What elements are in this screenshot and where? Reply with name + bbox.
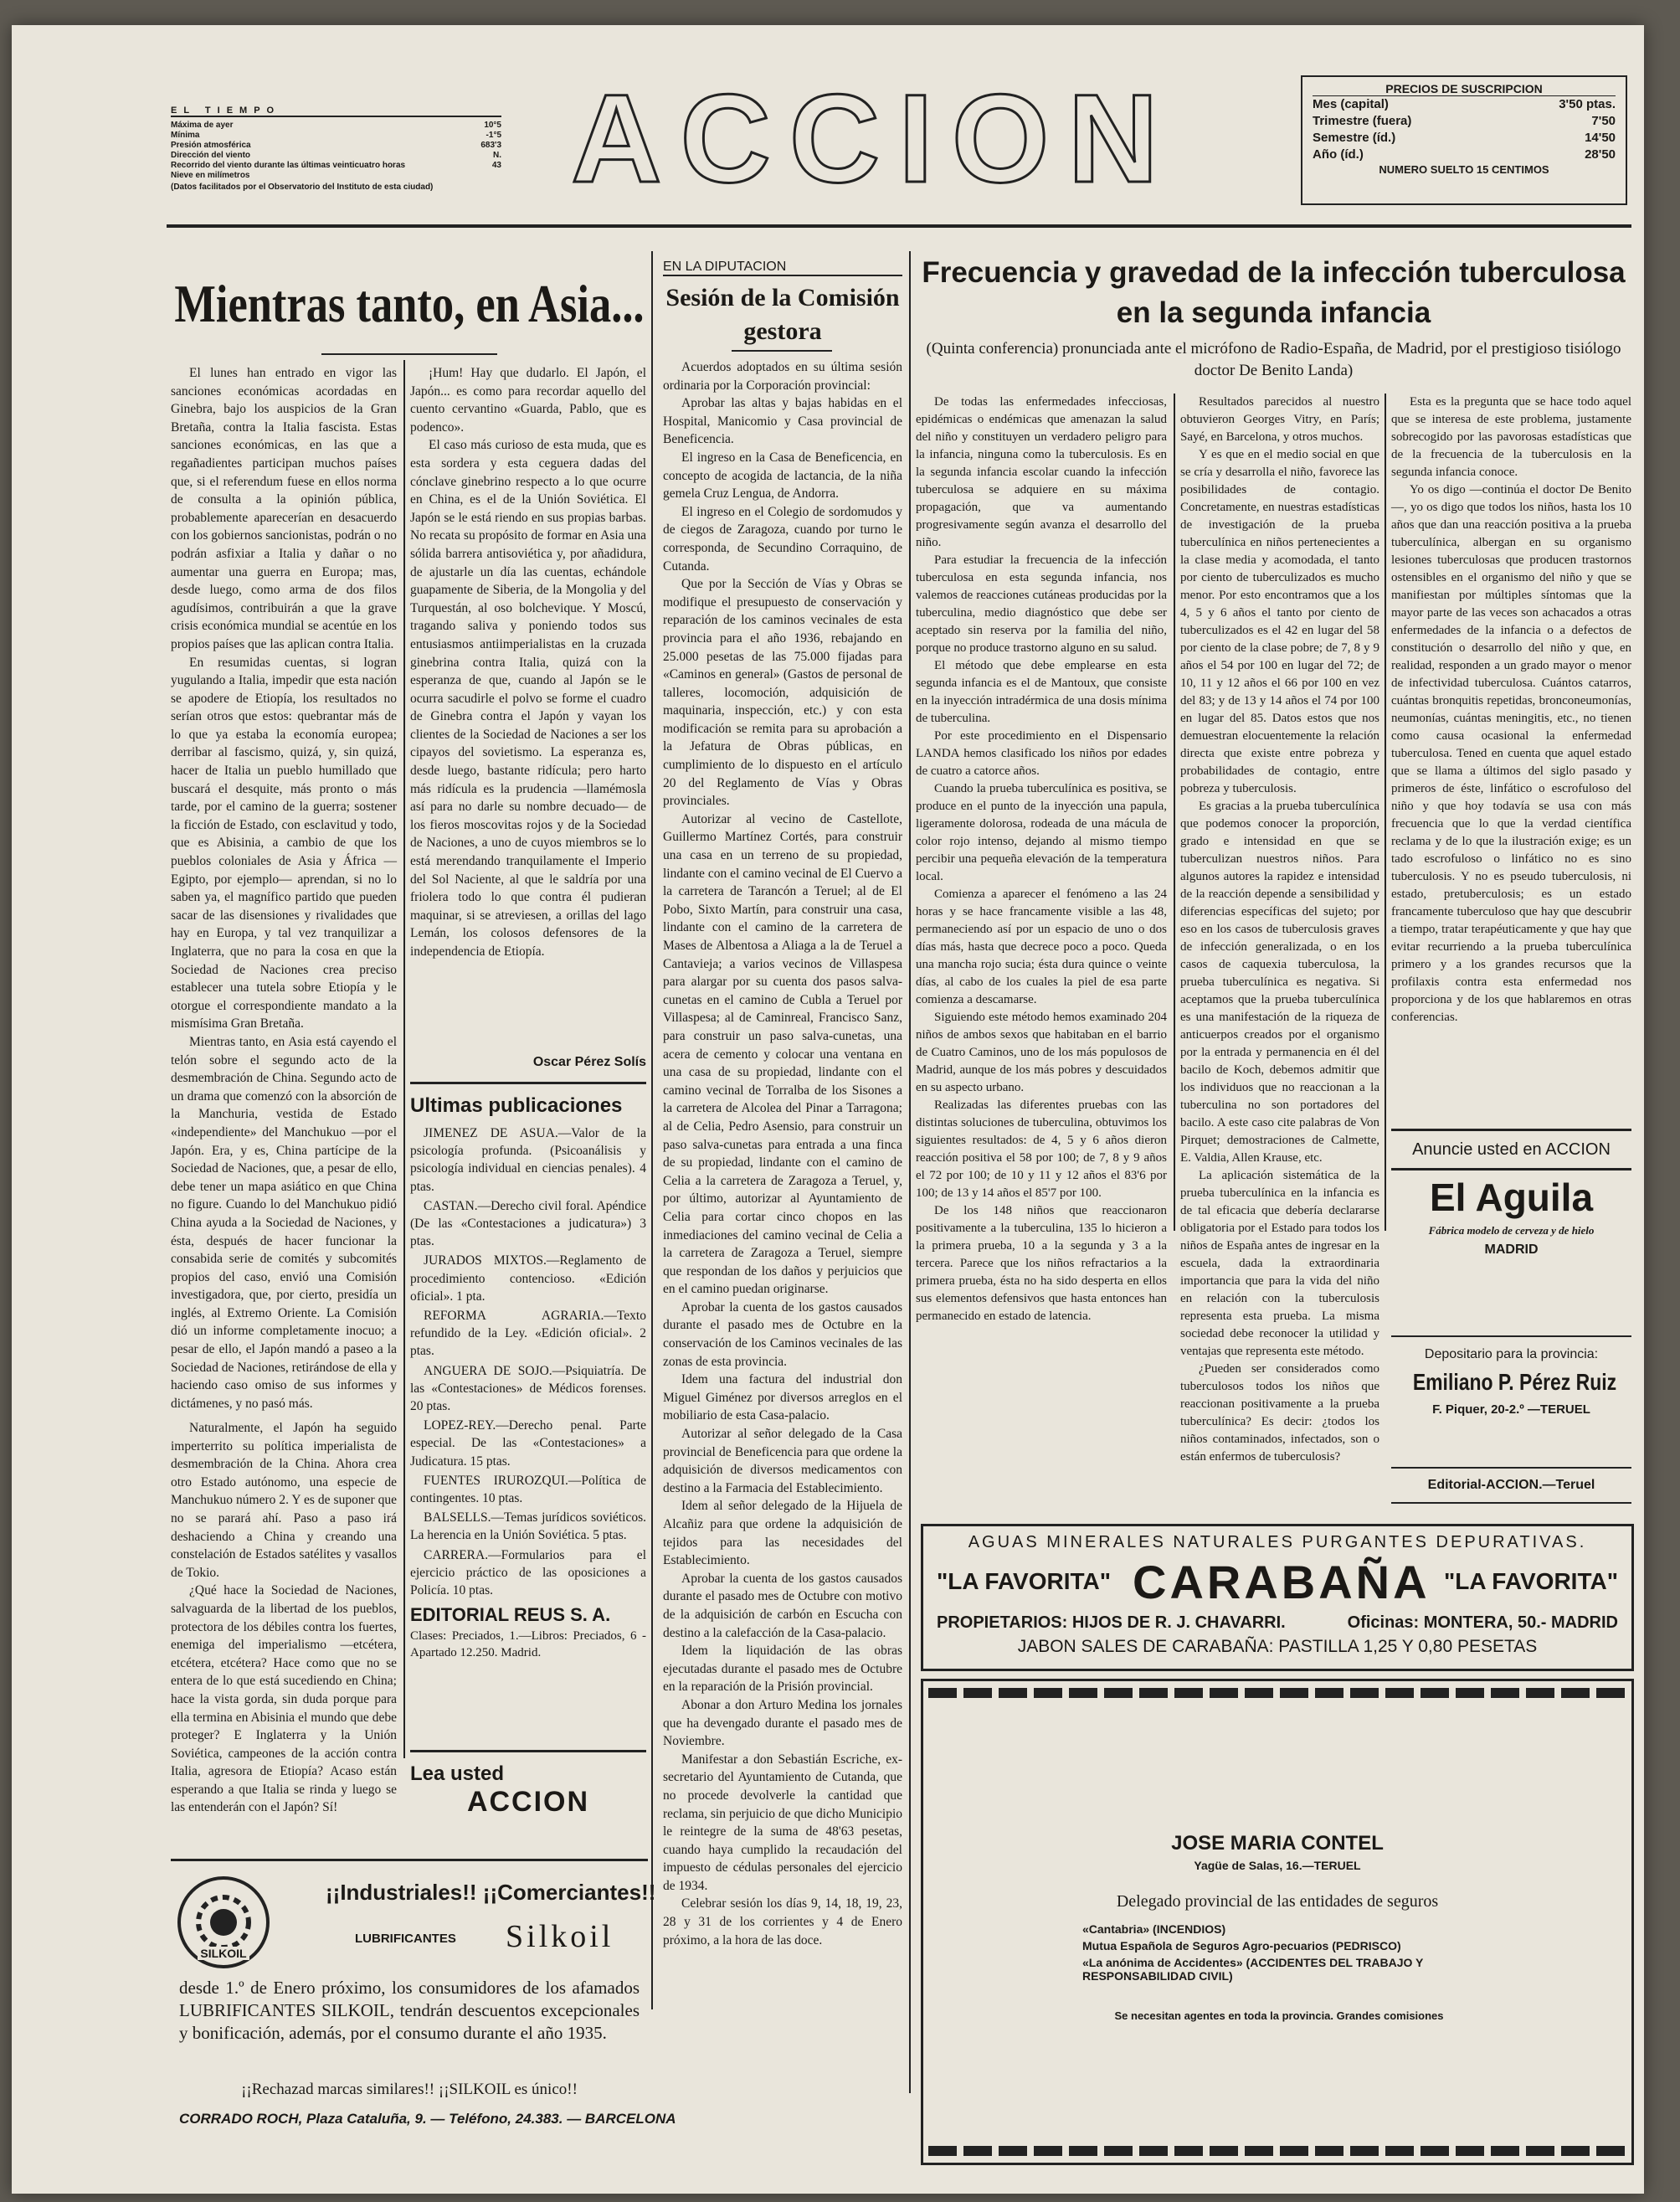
contel-company: «La anónima de Accidentes» (ACCIDENTES DEL TRABAJO Y RESPONSABILIDAD CIVIL) [1082,1956,1424,1983]
asia-headline: Mientras tanto, en Asia... [174,274,645,333]
weather-box [171,105,501,213]
tb-subtitle: (Quinta conferencia) pronunciada ante el micrófono de Radio-España, de Madrid, por el prestigioso tisiólogo doctor De Benito Landa) [926,340,1621,379]
subscription-footer: NUMERO SUELTO 15 CENTIMOS [1379,163,1549,176]
contel-ad [921,1679,1634,2165]
tb-headline: Frecuencia y gravedad de la infección tuberculosa en la segunda infancia [922,256,1626,329]
silkoil-brand: Silkoil [506,1919,614,1954]
column-rule [1385,394,1386,1231]
publications-title: Ultimas publicaciones [410,1094,623,1117]
contel-address: Yagüe de Salas, 16.—TERUEL [1194,1859,1361,1872]
asia-end-rule [410,1082,646,1084]
silkoil-lubricantes: LUBRIFICANTES [355,1932,456,1946]
publications-box [410,1093,646,1746]
diputacion-kicker: EN LA DIPUTACION [663,260,902,276]
anuncie-line: Anuncie usted en ACCION [1391,1129,1631,1170]
carabana-left: "LA FAVORITA" [937,1568,1112,1594]
masthead-rule [167,224,1631,228]
asia-body-a: El lunes han entrado en vigor las sanciones económicas acordadas en Ginebra, bajo los auspicios de la Gran Bretaña, contra la Italia fascista. Estas sanciones económicas, en las que a regañadientes participan muchos países que, si el referendum fuese en ellos norma de consulta a la opinión pública, probablemente aparecerían en desacuerdo con los gobiernos sancionistas, podrán o no podrán asfixiar a Italia y dañar o no aumentar una guerra en Europa; mas, desde luego, como arma de dos filos agudísimos, contribuirán a que la grave crisis económica mundial se acentúe en los propios países que las aplican contra Italia. En resumidas cuentas, si logran yugulando a Italia, impedir que esta nación se apodere de Etiopía, los resultados no serían otros que estos: quebrantar más de lo que ya estaba la economía europea; derribar al fascismo, quizá, y, sin quizá, hacer de Italia un pueblo humillado que buscará el desquite, más pronto o más tarde, por el camino de la guerra; sostener la ficción de Estado, con esclavitud y todo, que es Abisinia, a cambio de que los pueblos coloniales de Asia y África —Egipto, por ejemplo— aprendan, si no lo saben ya, el magnífico partido que pueden sacar de las disensiones y rivalidades que hay en Europa, y tal vez tranquilizar a Inglaterra, que no para la cosa en que la Sociedad de Naciones crea preciso establecer una tutela sobre Etiopía y le otorgue el correspondiente mandato a la mismísima Gran Bretaña. Mientras tanto, en Asia está cayendo el telón sobre el segundo acto de la desmembración de China. Segundo acto de un drama que comenzó con la absorción de la Manchuria, vestida de Estado «independiente» del Manchukuo —por el Japón. Era, y es, China partícipe de la Sociedad de Naciones, que, a pesar de ello, debe tener un mapa asiático en que China no figure. Cuando lo del Manchukuo pidió China ayuda a la Sociedad de Naciones, y ésta, después de hacer funcionar la consabida serie de comités y subcomités propios del caso, envió una Comisión investigadora, que, por cierto, presidía un inglés, al Extremo Oriente. La Comisión dió un informe completamente inocuo; a pesar de ello, el Japón mandó a paseo a la Sociedad de Naciones, retirándose de ella y haciendo caso omiso de sus informes y dictámenes, y no pasó más. [171,366,397,1411]
asia-body-b: Naturalmente, el Japón ha seguido imperterrito su política imperialista de desmembración de la China. Ahora crea otro Estado autónomo, una especie de Manchukuo número 2. Y es de suponer que no se parará ahí. Paso a paso irá deshaciendo a China y creando una constelación de Estados satélites y vasallos de Tokio. ¿Qué hace la Sociedad de Naciones, salvaguarda de la libertad de los pueblos, protectora de los débiles contra los fuertes, enemiga del imperialismo —etcétera, etcétera, etcétera? Hace como que no se entera de lo que está sucediendo en China; hace la vista gorda, sin duda porque para ella termina en Abisinia el mundo que debe proteger? E Inglaterra y la Unión Soviética, campeones de la acción contra Italia, agresora de Etiopía? Acaso están esperando a que Italia se rinda y luego se las entenderán con el Japón? Sí! [171,1421,397,1815]
weather-row: Mínima -1°5 [171,131,501,140]
silkoil-logo [177,1876,270,1968]
masthead-title: ACCION [571,68,1177,208]
lea-usted-box [410,1750,646,1853]
column-rule [403,360,405,1758]
silkoil-slogan: ¡¡Industriales!! ¡¡Comerciantes!! [326,1880,656,1905]
weather-row: Recorrido del viento durante las últimas veinticuatro horas 43 [171,161,501,170]
publication-item: JIMENEZ DE ASUA.—Valor de la psicología profunda. (Psicoanálisis y psicología individual en ciencias penales). 4 ptas. [410,1126,646,1194]
publication-item: LOPEZ-REY.—Derecho penal. Parte especial. De las «Contestaciones» a Judicatura. 15 ptas. [410,1418,646,1469]
aguila-city: MADRID [1484,1242,1539,1257]
asia-headline-rule [321,353,497,355]
carabana-top: AGUAS MINERALES NATURALES PURGANTES DEPURATIVAS. [968,1533,1587,1551]
publisher-name: EDITORIAL REUS S. A. [410,1604,611,1626]
subscription-row: Semestre (íd.) 14'50 [1313,131,1616,145]
editorial-accion: Editorial-ACCION.—Teruel [1391,1467,1631,1504]
aguila-ad [1391,1170,1631,1325]
silkoil-body: desde 1.º de Enero próximo, los consumidores de los afamados LUBRIFICANTES SILKOIL, tendrán descuentos excepcionales y bonificación, además, por el consumo durante el año 1935. [179,1978,640,2043]
tb-col-c: Esta es la pregunta que se hace todo aquel que se interesa de este problema, justamente sobrecogido por las pavorosas estadísticas que de la frecuencia de la tuberculosis en la segunda infancia conoce. Yo os digo —continúa el doctor De Benito—, yo os digo que todos los niños, hasta los 10 años que dan una reacción positiva a la prueba tuberculínica, albergan en su organismo lesiones tuberculosas que producen trastornos ostensibles en el organismo del niño y que se manifiestan por múltiples síntomas que la mayor parte de las veces son achacados a otras enfermedades de la infancia o a defectos de constitución o desarrollo del niño y que, en realidad, responden a un grado mayor o menor de infectividad tuberculosa. Cuántos catarros, cuántas bronquitis repetidas, bronconeumonías, neumonías, cuántas meningitis, etc., no tienen como causa ocasional la enfermedad tuberculosa. Tened en cuenta que aquel estado que se llama a últimos del siglo pasado y primeros de éste, linfático o escrofuloso del niño y que hoy todavía se usa con más frecuencia que lo que la verdad científica reclama y de lo que la ilustración exige; es un tado escrofuloso o linfático no es sino tuberculosis. Y no es pseudo tuberculosis, ni estado, pretuberculosis; es un estado francamente tuberculoso que hay que descubrir a tiempo, tratar terapéuticamente y que hay que evitar recurriendo a la prueba tuberculínica primero y a los grandes recursos que la profilaxis contra esta enfermedad nos proporciona y de los que hablaremos en otras conferencias. [1391,395,1631,1024]
aguila-depositario-box [1391,1335,1631,1463]
aguila-brand: El Aguila [1429,1176,1594,1219]
asia-signature: Oscar Pérez Solís [532,1055,646,1069]
contel-role: Delegado provincial de las entidades de seguros [1116,1892,1439,1911]
silkoil-logo-text: SILKOIL [198,1947,249,1960]
aguila-depositario-address: F. Piquer, 20-2.º —TERUEL [1432,1402,1590,1417]
contel-top-border [928,1688,1626,1698]
subscription-row: Año (íd.) 28'50 [1313,147,1616,162]
aguila-depositario-label: Depositario para la provincia: [1424,1347,1599,1361]
carabana-right: "LA FAVORITA" [1443,1568,1618,1594]
lea-usted-label: Lea usted [410,1762,505,1785]
publisher-address: Clases: Preciados, 1.—Libros: Preciados, 6 - Apartado 12.250. Madrid. [410,1629,646,1660]
tb-col-a: De todas las enfermedades infecciosas, epidémicas o endémicas que amenazan la salud del niño y constituyen un verdadero peligro para la infancia, ninguna como la tuberculosis. Es en la segunda infancia escolar cuando la infección tuberculosa se adquiere en su máxima propagación, que va aumentando progresivamente según avanza el desarrollo del niño. Para estudiar la frecuencia de la infección tuberculosa en esta segunda infancia, nos valemos de reacciones cutáneas producidas por la tuberculina, medio diagnóstico que debe ser aceptado sin reserva por la familia del niño, porque no produce trastorno alguno en su salud. El método que debe emplearse en esta segunda infancia es el de Mantoux, que consiste en la inyección intradérmica de una dosis mínima de tuberculina. Por este procedimiento en el Dispensario LANDA hemos clasificado los niños por edades de cuatro a catorce años. Cuando la prueba tuberculínica es positiva, se produce en el punto de la inyección una papula, ligeramente dolorosa, rodeada de una mácula de color rojo intenso, dejando al mismo tiempo percibir una pequeña elevación de la temperatura local. Comienza a aparecer el fenómeno a las 24 horas y se hace francamente visible a las 48, permaneciendo así por un espacio de uno o dos días más, hasta que decrece poco a poco. Queda una mancha rojo sucia; ésta dura quince o veinte días, al cabo de los cuales la piel de esa parte comienza a descamarse. Siguiendo este método hemos examinado 204 niños de ambos sexos que habitaban en el barrio de Cuatro Caminos, uno de los más populosos de Madrid, aunque de los más pobres y descuidados en su aspecto urbano. Realizadas las diferentes pruebas con las distintas soluciones de tuberculina, obtuvimos los siguientes resultados: de 4, 5 y 6 años dieron reacción positiva el 58 por 100; de 7, 8 y 9 años el 72 por 100; de 10 y 11 y 12 años el 83'6 por 100; de 13 y 14 años el 85'7 por 100. De los 148 niños que reaccionaron positivamente a la tuberculina, 135 lo hicieron a la primera prueba, 10 a la segunda y 3 a la tercera. Parece que los niños refractarios a la primera prueba, ésta no ha sido desperta en ellos sus elementos defensivos que hasta entonces han permanecido en estado de latencia. [916,395,1167,1323]
weather-header: EL TIEMPO [171,105,501,117]
silkoil-address: CORRADO ROCH, Plaza Cataluña, 9. — Teléfono, 24.383. — BARCELONA [179,2111,676,2127]
subscription-row: Trimestre (fuera) 7'50 [1313,114,1616,128]
publication-item: JURADOS MIXTOS.—Reglamento de procedimiento contencioso. «Edición oficial». 1 pta. [410,1253,646,1304]
carabana-ad [921,1524,1634,1671]
aguila-desc: Fábrica modelo de cerveza y de hielo [1428,1224,1595,1237]
column-rule [1174,394,1175,1231]
aguila-depositario-name: Emiliano P. Pérez Ruiz [1412,1369,1617,1395]
carabana-soap: JABON SALES DE CARABAÑA: PASTILLA 1,25 Y 0,80 PESETAS [1017,1637,1538,1656]
diputacion-body: Acuerdos adoptados en su última sesión ordinaria por la Corporación provincial: Aprobar las altas y bajas habidas en el Hospital, Manicomio y Casa provincial de Beneficencia. El ingreso en la Casa de Beneficencia, en concepto de acogida de lactancia, de la niña gemela Cruz Lengua, de Andorra. El ingreso en el Colegio de sordomudos y de ciegos de Zaragoza, cuando por turno le corresponda, de Secundino Corraquino, de Cutanda. Que por la Sección de Vías y Obras se modifique el presupuesto de conservación y reparación de los caminos vecinales de esta provincia para el año 1936, rebajando en 25.000 pesetas de las 75.000 fijadas para «Caminos en general» (Gastos de personal de talleres, locomoción, adquisición de maquinaria, inspección, etc.) y con esta modificación se remita para su aprobación a la Jefatura de Obras públicas, en cumplimiento de lo dispuesto en el artículo 20 del Reglamento de Vías y Obras provinciales. Autorizar al vecino de Castellote, Guillermo Martínez Cortés, para construir una casa en un terreno de su propiedad, lindante con el camino vecinal de El Cuervo a la carretera de Tarancón a Teruel; al de El Pobo, Sixto Martín, para construir una casa, lindante con el camino de la carretera de Mases de Albentosa a Aliaga a la de Teruel a Cantavieja; a varios vecinos de Villaspesa para alargar por su cuenta dos pasos salva-cunetas en el camino de Cubla a Teruel por Villaspesa; al de Caminreal, Francisco Sanz, para construir un paso salva-cunetas, una acera de cemento y colocar una ventana en una casa de su propiedad, lindante con el camino vecinal de Torralba de los Sisones a la carretera de Alcolea del Pinar a Tarragona; al de Celia, Pedro Asensio, para construir un paso salva-cunetas para entrada a una finca de su propiedad, lindante con el camino de Celia a la carretera de Zaragoza a Teruel, y, por último, autorizar al Ayuntamiento de Celia para cortar cinco chopos en las inmediaciones del camino vecinal de Celia a la carretera de Zaragoza a Teruel, siempre que respondan de los daños y perjuicios que en el camino puedan originarse. Aprobar la cuenta de los gastos causados durante el pasado mes de Octubre en la conservación de los Caminos vecinales de las zonas de esta provincia. Idem una factura del industrial don Miguel Giménez por diversos arreglos en el mobiliario de esta Casa-palacio. Autorizar al señor delegado de la Casa provincial de Beneficencia para que ordene la adquisición de diversos medicamentos con destino a la Farmacia del Establecimiento. Idem al señor delegado de la Hijuela de Alcañiz para que ordene la adquisición de tejidos para las necesidades del Establecimiento. Aprobar la cuenta de los gastos causados durante el pasado mes de Octubre con motivo de la adquisición de carbón en Escucha con destino a la calefacción de la Casa-palacio. Idem la liquidación de las obras ejecutadas durante el pasado mes de Octubre en la reparación de la Prisión provincial. Abonar a don Arturo Medina los jornales que ha devengado durante el pasado mes de Noviembre. Manifestar a don Sebastián Escriche, ex-secretario del Ayuntamiento de Cutanda, que no procede devolverle la cantidad que reclama, sin perjuicio de que dicho Municipio le reintegre de la suma de 48'63 pesetas, cuando haya cumplido la recaudación del impuesto de cédulas personales del ejercicio de 1934. Celebrar sesión los días 9, 14, 18, 19, 23, 28 y 31 de los corrientes y 4 de Enero próximo, a la hora de las doce. [663,360,902,1947]
diputacion-headline-rule [732,350,832,352]
column-rule [909,251,911,2093]
weather-row: Máxima de ayer 10°5 [171,121,501,130]
silkoil-ad [171,1859,676,2163]
column-rule [651,251,653,2009]
weather-footer: (Datos facilitados por el Observatorio del Instituto de esta ciudad) [171,183,434,192]
publication-item: CASTAN.—Derecho civil foral. Apéndice (De las «Contestaciones a judicatura») 3 ptas. [410,1198,646,1249]
contel-bottom-border [928,2146,1626,2156]
weather-row: Nieve en milímetros [171,171,250,180]
silkoil-warning: ¡¡Rechazad marcas similares!! ¡¡SILKOIL es único!! [241,2081,578,2098]
contel-company: «Cantabria» (INCENDIOS) [1082,1922,1226,1936]
asia-body-c: ¡Hum! Hay que dudarlo. El Japón, el Japón... es como para recordar aquello del cuento cervantino «Guarda, Pablo, que es podenco». El caso más curioso de esta muda, que es esta sordera y esta ceguera dadas del cónclave ginebrino respecto a lo que ocurre en China, es el de la Unión Soviética. El Japón se le está riendo en sus propias barbas. No recata su propósito de formar en Asia una sólida barrera antisoviética y, por añadidura, de ajustarle un día las cuentas, echándole guapamente de Siberia, de la Mongolia y del Turquestán, al oso bolchevique. Y Moscú, tragando saliva y poniendo todos sus entusiasmos antiimperialistas en la cruzada ginebrina contra Italia, quizá con la esperanza de que, cuando al Japón se le ocurra sacudirle el polvo se forme el cuadro de Ginebra contra el Japón y vayan los clientes de la Sociedad de Naciones a ser los cipayos del sovietismo. La esperanza es, desde luego, bastante ridícula; pero harto más ridícula es la prudencia —llamémosla así para no darle su nombre decuado— de los fieros moscovitas rojos y de la Sociedad de Naciones, a uno de cuyos miembros se lo está merendando tranquilamente el Imperio del Sol Naciente, al que le saldría por una friolera todo lo que contra él pudieran maquinar, si se atreviesen, a orillas del lago Lemán, los colosos defensores de la independencia de Etiopía. [410,366,646,959]
publication-item: CARRERA.—Formularios para el ejercicio práctico de las oposiciones a Policía. 10 ptas. [410,1547,646,1598]
subscription-box [1301,75,1627,205]
newspaper-page [12,25,1644,2194]
weather-row: Presión atmosférica 683'3 [171,141,501,150]
diputacion-headline: Sesión de la Comisión gestora [665,284,900,345]
contel-company: Mutua Española de Seguros Agro-pecuarios (PEDRISCO) [1082,1939,1401,1952]
carabana-owners: PROPIETARIOS: HIJOS DE R. J. CHAVARRI. [937,1613,1286,1632]
contel-name: JOSE MARIA CONTEL [1171,1832,1384,1855]
publication-item: FUENTES IRUROZQUI.—Política de contingentes. 10 ptas. [410,1473,646,1506]
publication-item: REFORMA AGRARIA.—Texto refundido de la Ley. «Edición oficial». 2 ptas. [410,1309,646,1359]
tb-col-b: Resultados parecidos al nuestro obtuvieron Georges Vitry, en París; Sayé, en Barcelona, y otros muchos. Y es que en el medio social en que se cría y desarrolla el niño, favorece las posibilidades de contagio. Concretamente, en nuestras estadísticas de investigación de la prueba tuberculínica en niños pertenecientes a la clase media y acomodada, el tanto por ciento de tuberculizados es mucho menor. Por esto encontramos que a los 4, 5 y 6 años el tanto por ciento de tuberculizados es el 42 en lugar del 58 por ciento de la clase pobre; de 7, 8 y 9 años el 54 por 100 en lugar del 72; de 10, 11 y 12 años el 66 por 100 en vez del 83; y de 13 y 14 años el 74 por 100 en lugar del 85. Datos estos que nos demuestran elocuentemente la relación directa que existe entre pobreza y probabilidades de contagio, entre pobreza y tuberculosis. Es gracias a la prueba tuberculínica que podemos conocer la proporción, grado e intensidad en que se tuberculizan nuestros niños. Para algunos autores la rapidez e intensidad de la reacción depende a sensibilidad y diferencias específicas del sujeto; por eso en los casos de tuberculosis graves de infección generalizada, o en los casos de caquexia tuberculosa, la prueba tuberculínica es negativa. Si aceptamos que la prueba tuberculínica es una manifestación de la riqueza de anticuerpos creados por el organismo por la entrada y permanencia en él del bacilo de Koch, debemos admitir que los individuos que no reaccionan a la tuberculina no son portadores del bacilo. A este caso cite palabras de Von Pirquet; demostraciones de Calmette, E. Valdia, Allen Krause, etc. La aplicación sistemática de la prueba tuberculínica en la infancia es de tal eficacia que debería declararse obligatoria por el Estado para todos los niños de España antes de ingresar en la escuela, dada la extraordinaria importancia que para la vida del niño en relación con la tuberculosis representa esta prueba. La misma sociedad debe reconocer la utilidad y ventajas que representa este método. ¿Pueden ser considerados como tuberculosos todos los niños que reaccionan positivamente a la prueba tuberculínica? Es decir: ¿todos los niños contaminados, infectados, son o están enfermos de tuberculosis? [1180,395,1379,1464]
weather-row: Dirección del viento N. [171,151,501,160]
lea-usted-accion: ACCION [466,1786,590,1818]
contel-footer: Se necesitan agentes en toda la provincia. Grandes comisiones [1114,2009,1444,2022]
carabana-offices: Oficinas: MONTERA, 50.- MADRID [1347,1613,1618,1632]
subscription-header: PRECIOS DE SUSCRIPCION [1313,82,1616,96]
publication-item: BALSELLS.—Temas jurídicos soviéticos. La herencia en la Unión Soviética. 5 ptas. [410,1510,646,1543]
subscription-row: Mes (capital) 3'50 ptas. [1313,97,1616,111]
publication-item: ANGUERA DE SOJO.—Psiquiatría. De las «Contestaciones» de Médicos forenses. 20 ptas. [410,1363,646,1414]
carabana-brand: CARABAÑA [1133,1556,1431,1608]
